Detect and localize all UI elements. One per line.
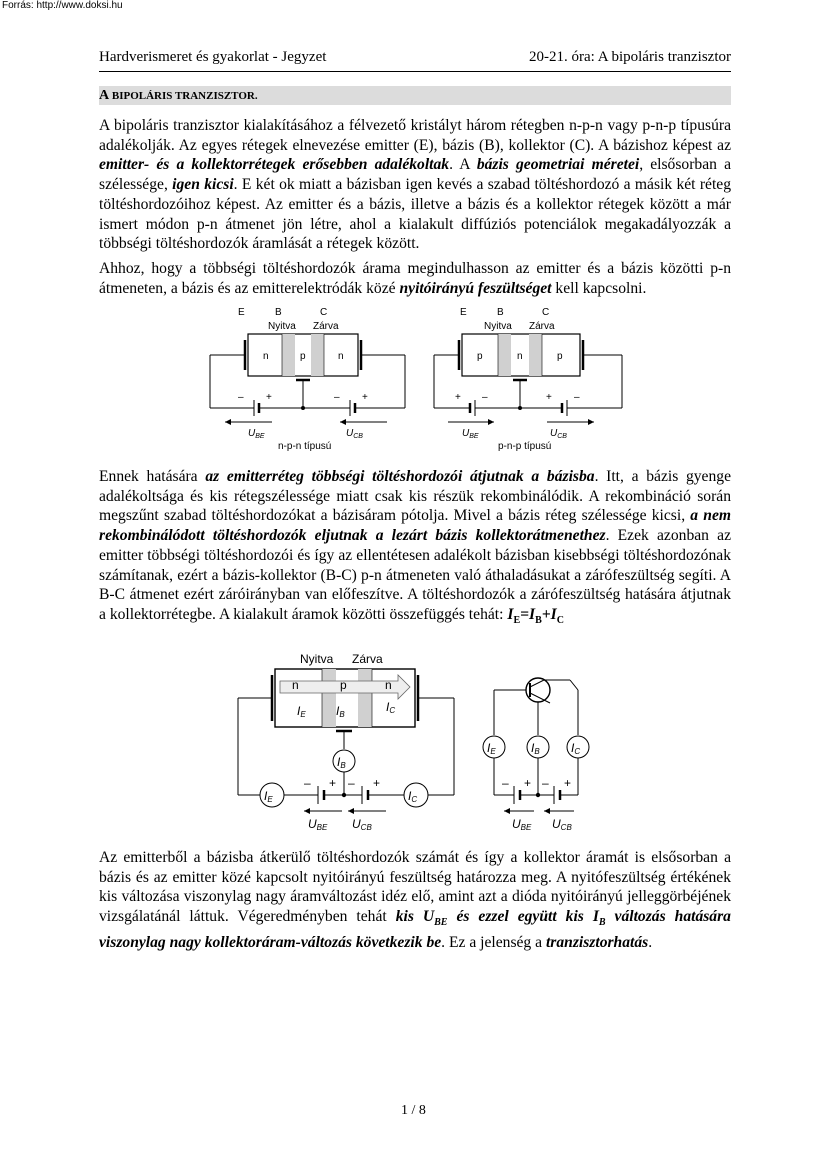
pnp-caption: p-n-p típusú — [498, 441, 552, 452]
paragraph-2 — [99, 259, 731, 298]
pnp-label-zarva: Zárva — [529, 321, 555, 332]
fig2-ucb-label: UCB — [352, 817, 372, 832]
npn-ube-label: $U_{BE}$ — [248, 428, 265, 440]
page-number: 1 / 8 — [401, 1103, 426, 1118]
npn-ucb-label: $U_{CB}$ — [346, 428, 363, 440]
pnp-ucb-plus: + — [546, 392, 552, 403]
fig2-layer-p: p — [340, 678, 347, 692]
svg-text:+: + — [564, 776, 572, 790]
npn-label-e: E — [238, 307, 245, 318]
p3-text-a: Ennek hatására — [99, 468, 206, 485]
svg-text:IB: IB — [531, 741, 540, 756]
fig2-ib-inner: IB — [336, 704, 345, 719]
npn-layer-n2: n — [338, 351, 344, 362]
paragraph-4 — [99, 848, 731, 953]
figure-transistor-bias — [200, 300, 630, 460]
svg-text:–: – — [304, 776, 311, 790]
p1-text-e: , elsősorban a szélessége, — [99, 156, 731, 194]
pnp-ube-minus: – — [482, 392, 488, 403]
svg-text:IE: IE — [264, 789, 273, 804]
fig2-layer-n1: n — [292, 678, 299, 692]
pnp-label-nyitva: Nyitva — [484, 321, 512, 332]
p1-emph-d: bázis geometriai méretei — [476, 156, 640, 174]
fig2r-ucb-label: UCB — [552, 817, 572, 832]
pnp-diagram — [434, 307, 622, 452]
npn-ucb-plus: + — [362, 392, 368, 403]
p1-text-g: . E két ok miatt a bázisban igen kevés a szabad töltéshordozó a másik két réteg töltéshordozóihoz képest. Az emitter és a bázis, illetve a bázis és a kollektor rétegek között a már ismert módon p-n átmenet jön létre, ahol a kialakult diffúziós potenciálok megakadályozzák a többségi töltéshordozók áramlását a rétegek között. — [99, 176, 731, 253]
p2-emph-b: nyitóirányú feszültséget — [399, 279, 552, 297]
section-heading-rest: BIPOLÁRIS TRANZISZTOR. — [109, 90, 258, 102]
header-rule — [99, 71, 731, 72]
header-right: 20-21. óra: A bipoláris tranzisztor — [528, 49, 731, 65]
fig2r-ube-label: UBE — [512, 817, 532, 832]
pnp-layer-p2: p — [557, 351, 563, 362]
p2-text-a: Ahhoz, hogy a többségi töltéshordozók árama megindulhasson az emitter és a bázis közötti p-n átmeneten, a bázis és az emitterelektródák közé — [99, 260, 731, 297]
pnp-depletion-1 — [498, 334, 511, 376]
npn-depletion-2 — [311, 334, 324, 376]
svg-text:IC: IC — [408, 789, 418, 804]
p1-text-a: A bipoláris tranzisztor kialakításához a félvezető kristályt három rétegben n-p-n vagy p-n-p típusúra adalékolják. Az egyes rétegek elnevezése emitter (E), bázis (B), kollektor (C). A bázishoz képest az — [99, 117, 731, 154]
pnp-ube-label: $U_{BE}$ — [462, 428, 479, 440]
pnp-depletion-2 — [529, 334, 542, 376]
svg-text:+: + — [329, 776, 337, 790]
paragraph-1 — [99, 116, 731, 254]
section-heading — [99, 86, 731, 105]
npn-depletion-1 — [282, 334, 295, 376]
npn-label-nyitva: Nyitva — [268, 321, 296, 332]
pnp-layer-n: n — [517, 351, 523, 362]
npn-diagram — [210, 307, 405, 452]
current-relation: $I_E=I_B+I_C$ — [507, 605, 564, 627]
fig2-ube-label: UBE — [308, 817, 328, 832]
p1-emph-b: emitter- és a kollektorrétegek erősebben adalékoltak — [99, 156, 450, 174]
pnp-ucb-label: $U_{CB}$ — [550, 428, 567, 440]
npn-layer-n1: n — [263, 351, 269, 362]
fig2-ic-inner: IC — [386, 700, 396, 715]
p1-emph-f: igen kicsi — [172, 176, 234, 194]
p3-text-e: . Ezek azonban az emitter többségi töltéshordozói és így az ellentétesen adalékolt bázisban kisebbségi töltéshordozónak számítanak, ezért a bázis-kollektor (B-C) p-n átmeneten való áthaladásukat a zárófeszültség segíti. A B-C átmenet ezért záróirányban van előfeszítve. A töltéshordozók a zárófeszültség hatására átjutnak a kollektorrétegbe. A kialakult áramok közötti összefüggés tehát: — [99, 527, 731, 623]
figure-transistor-currents — [230, 645, 610, 840]
paragraph-3 — [99, 467, 731, 631]
p3-emph-b: az emitterréteg többségi töltéshordozói átjutnak a bázisba — [205, 468, 595, 485]
fig2-label-nyitva: Nyitva — [300, 652, 334, 666]
npn-ube-minus: – — [238, 392, 244, 403]
pnp-label-b: B — [497, 307, 504, 318]
svg-text:–: – — [502, 776, 509, 790]
p4-emph-d: tranzisztorhatás — [545, 933, 649, 951]
p2-text-c: kell kapcsolni. — [551, 279, 647, 297]
pnp-ube-plus: + — [455, 392, 461, 403]
npn-ube-plus: + — [266, 392, 272, 403]
svg-text:IC: IC — [571, 741, 581, 756]
p3-emph-d: a nem rekombinálódott töltéshordozók eljutnak a lezárt bázis kollektorátmenethez — [99, 507, 731, 545]
pnp-label-e: E — [460, 307, 467, 318]
p4-text-e: . — [648, 933, 653, 951]
pnp-layer-p1: p — [477, 351, 483, 362]
npn-label-b: B — [275, 307, 282, 318]
svg-text:+: + — [373, 776, 381, 790]
npn-ucb-minus: – — [334, 392, 340, 403]
svg-text:–: – — [348, 776, 355, 790]
currents-diagram-right — [483, 678, 589, 832]
p4-text-c: . Ez a jelenség a — [441, 933, 546, 951]
p4-text-a: Az emitterből a bázisba átkerülő töltéshordozók számát és így a kollektor áramát is elsősorban a bázis és az emitter közé kapcsolt nyitóirányú feszültség határozza meg. A nyitófeszültség értékének kis változása viszonylag nagy áramváltozást idéz elő, amint azt a dióda nyitóirányú jelleggörbéjének vizsgálatánál láttuk. Végeredményben tehát — [99, 849, 731, 926]
page-header — [99, 49, 731, 71]
source-note: Forrás: http://www.doksi.hu — [2, 0, 123, 11]
fig2-layer-n2: n — [385, 678, 392, 692]
p1-text-c: . A — [449, 156, 477, 174]
npn-layer-p: p — [300, 351, 306, 362]
header-left: Hardverismeret és gyakorlat - Jegyzet — [99, 49, 327, 65]
svg-text:+: + — [524, 776, 532, 790]
p4-emph-transistor-condition: kis $U_{BE}$ és ezzel együtt kis $I_B$ változás hatására viszonylag nagy kollektoráram-változás következik be — [99, 908, 731, 951]
pnp-label-c: C — [542, 307, 550, 318]
currents-diagram-left — [238, 652, 454, 832]
svg-text:IB: IB — [337, 755, 346, 770]
section-heading-cap: A — [99, 88, 110, 103]
svg-text:–: – — [542, 776, 549, 790]
npn-caption: n-p-n típusú — [278, 441, 332, 452]
pnp-ucb-minus: – — [574, 392, 580, 403]
svg-text:IE: IE — [487, 741, 496, 756]
fig2-label-zarva: Zárva — [352, 652, 383, 666]
npn-label-zarva: Zárva — [313, 321, 339, 332]
fig2-ie-inner: IE — [297, 704, 306, 719]
npn-label-c: C — [320, 307, 328, 318]
p3-text-c: . Itt, a bázis gyenge adalékoltsága és kis rétegszélessége miatt csak kis részük rekombinálódik. A rekombináció során megszűnt szabad töltéshordozókat a bázisáram pótolja. Mivel a bázis réteg szélessége kicsi, — [99, 468, 731, 525]
